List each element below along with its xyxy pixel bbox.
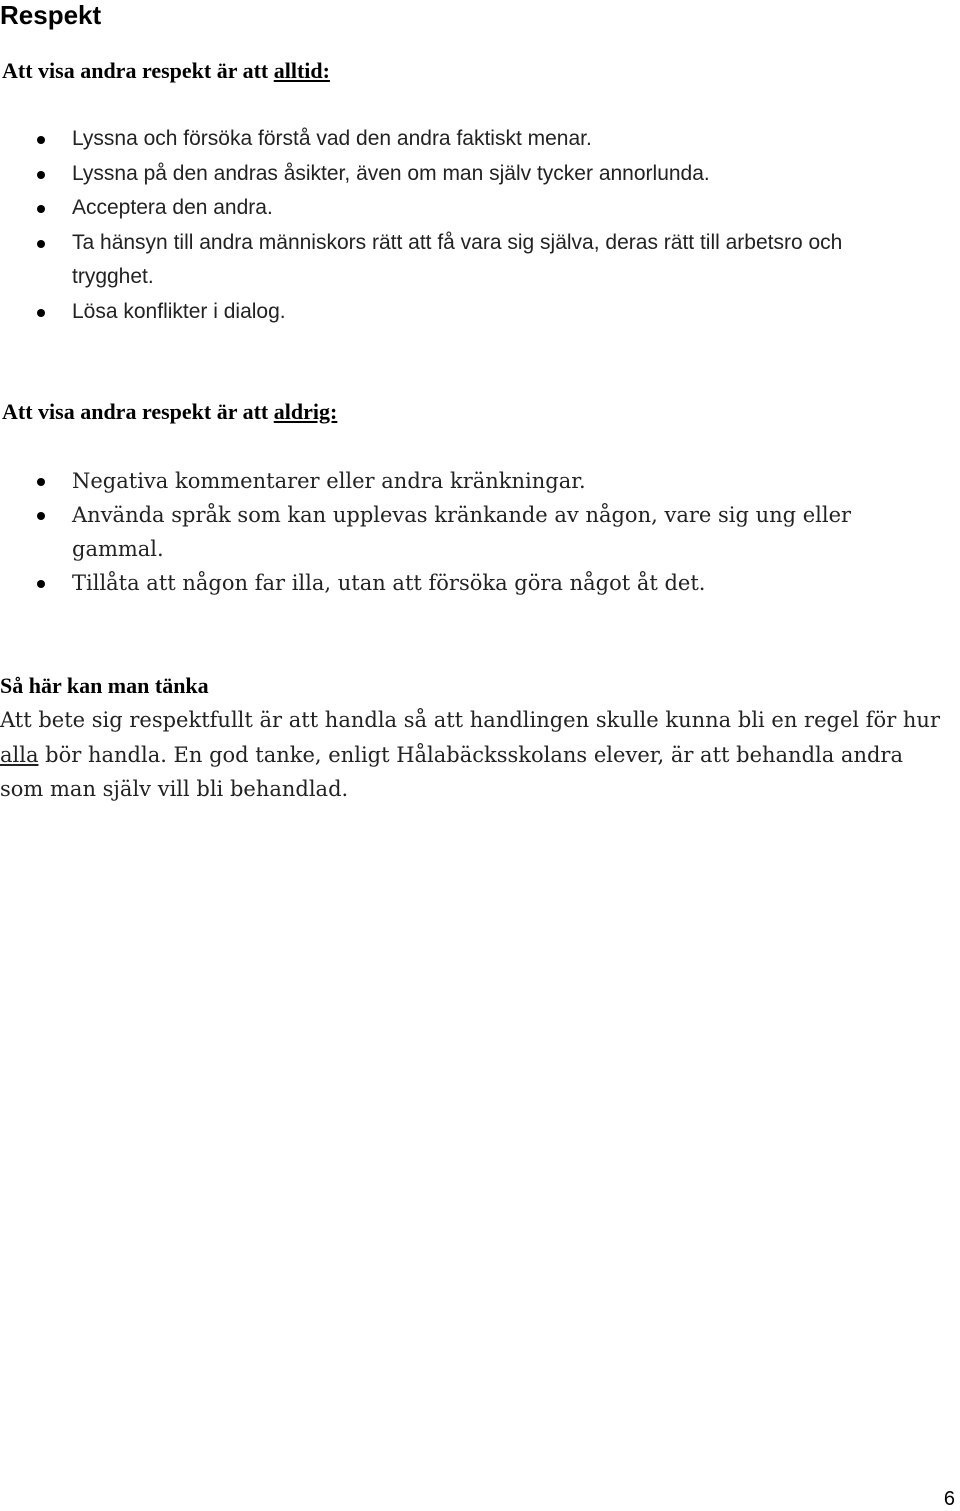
list-item-text: Ta hänsyn till andra människors rätt att få vara sig själva, deras rätt till arbetsro och trygghet. [72,230,843,288]
list-item-text: Lösa konflikter i dialog. [72,299,286,323]
list-item [0,464,940,498]
list-item [0,295,940,330]
list-item-text: Lyssna på den andras åsikter, även om man själv tycker annorlunda. [72,161,710,185]
section-heading-never [2,399,337,425]
always-list [0,122,940,329]
list-item [0,122,940,157]
paragraph-underlined: alla [0,742,39,767]
paragraph-text: bör handla. En god tanke, enligt Hålabäcksskolans elever, är att behandla andra som man själv vill bli behandlad. [0,742,903,801]
heading-underlined: alltid: [273,58,330,83]
page-title: Respekt [0,0,102,30]
bullet-icon [37,309,45,317]
list-item-text: Negativa kommentarer eller andra kränkningar. [72,469,586,493]
bullet-icon [37,171,45,179]
list-item-text: Acceptera den andra. [72,196,273,219]
think-heading: Så här kan man tänka [0,673,209,698]
section-heading-always [2,58,330,84]
paragraph-text: Att bete sig respektfullt är att handla så att handlingen skulle kunna bli en regel för hur [0,708,940,732]
list-item-text: Tillåta att någon far illa, utan att försöka göra något åt det. [72,571,706,595]
bullet-icon [37,478,45,486]
heading-prefix: Att visa andra respekt är att [2,58,274,83]
list-item [0,566,940,600]
think-paragraph [0,703,945,807]
bullet-icon [37,136,45,144]
bullet-icon [37,240,45,248]
heading-underlined: aldrig: [273,399,338,424]
bullet-icon [37,580,45,588]
list-item [0,226,940,295]
list-item [0,191,940,226]
list-item-text: Använda språk som kan upplevas kränkande av någon, vare sig ung eller gammal. [72,503,852,561]
list-item [0,157,940,192]
heading-prefix: Att visa andra respekt är att [2,399,274,424]
never-list [0,464,940,600]
page-number: 6 [943,1488,955,1510]
bullet-icon [37,512,45,520]
list-item-text: Lyssna och försöka förstå vad den andra faktiskt menar. [72,127,592,150]
list-item [0,498,940,566]
bullet-icon [37,205,45,213]
